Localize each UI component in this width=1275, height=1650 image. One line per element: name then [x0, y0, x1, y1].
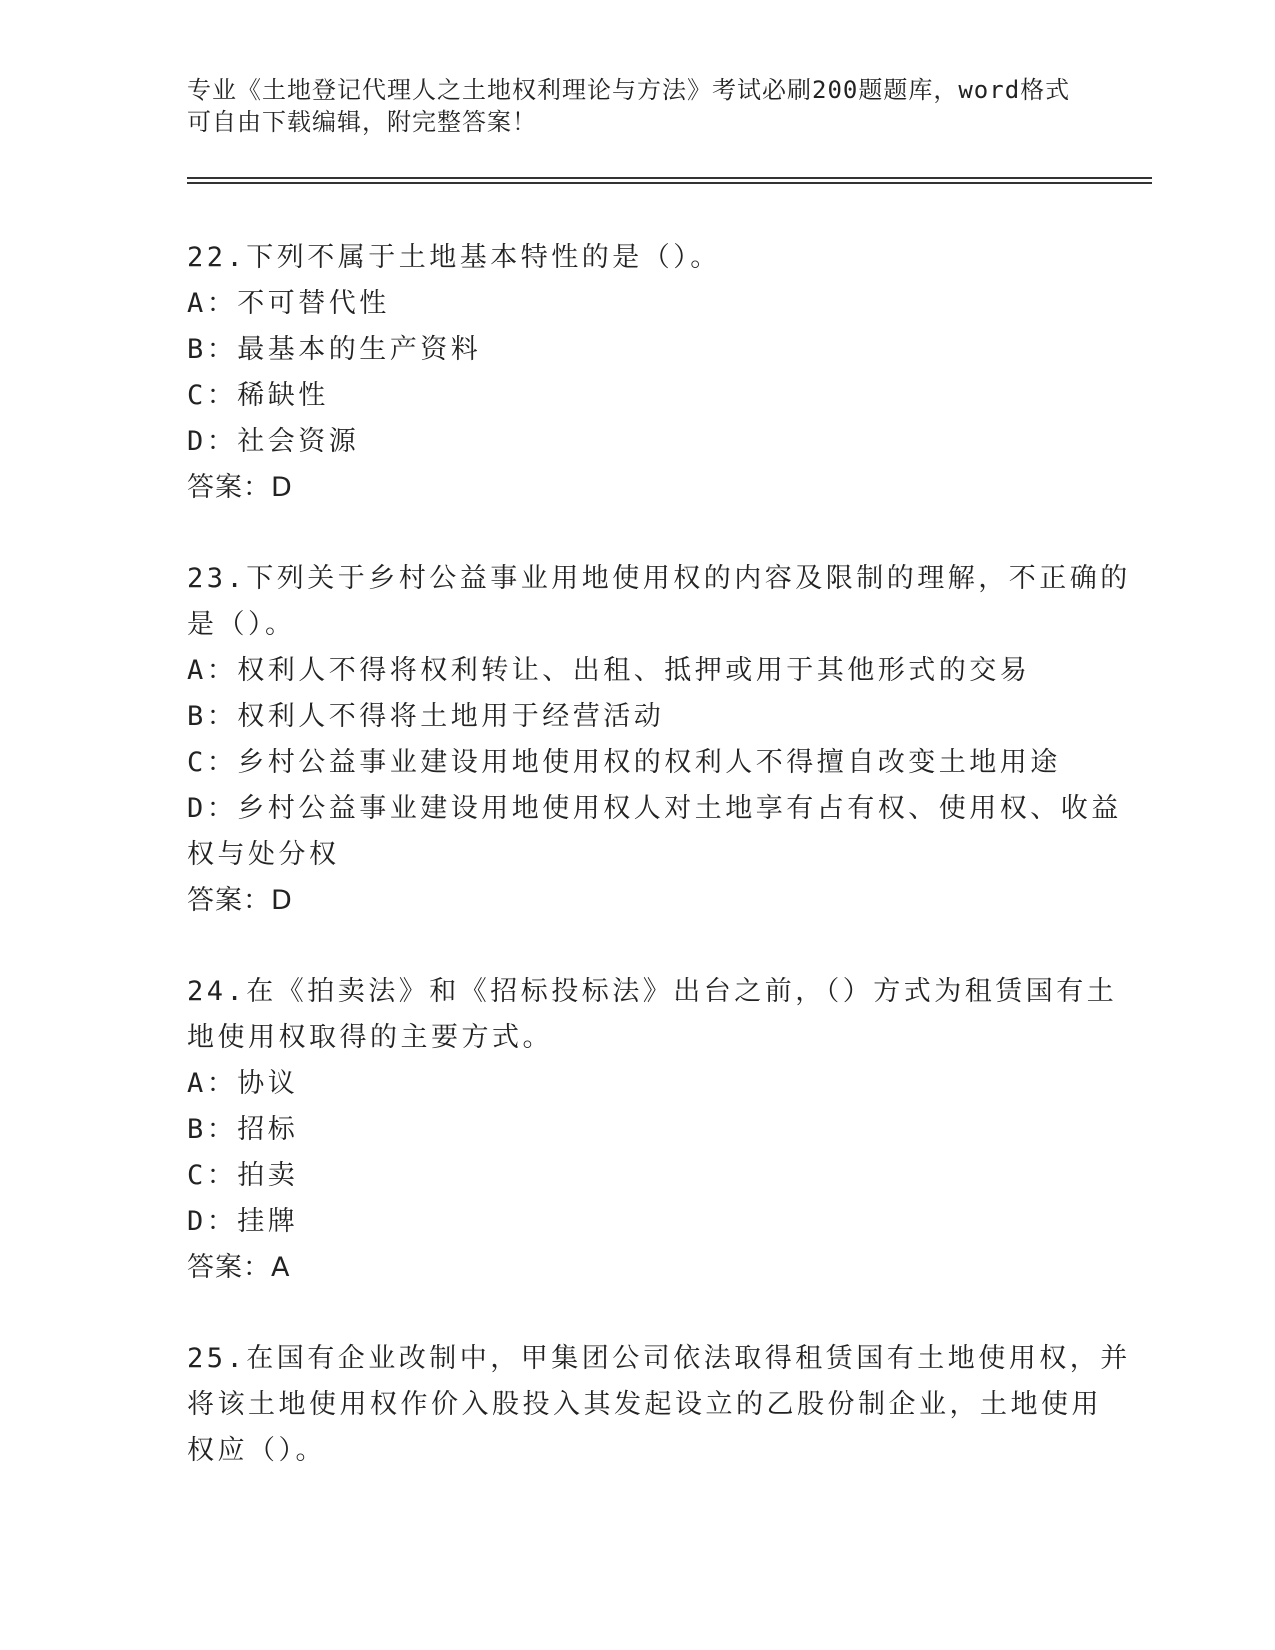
option-c: C：拍卖: [187, 1160, 299, 1191]
question-stem-continued: 是（）。: [187, 609, 296, 640]
question-stem: 22.下列不属于土地基本特性的是（）。: [187, 242, 721, 273]
option-b: B：招标: [187, 1114, 299, 1145]
question-stem: 25.在国有企业改制中，甲集团公司依法取得租赁国有土地使用权，并: [187, 1343, 1131, 1374]
option-c: C：乡村公益事业建设用地使用权的权利人不得擅自改变土地用途: [187, 747, 1061, 778]
header-divider-top: [187, 177, 1152, 179]
question-stem-continued: 权应（）。: [187, 1435, 326, 1466]
option-b: B：最基本的生产资料: [187, 334, 482, 365]
answer-label: 答案：A: [187, 1252, 291, 1283]
option-c: C：稀缺性: [187, 380, 329, 411]
option-d-continued: 权与处分权: [187, 839, 340, 870]
document-header: [187, 74, 1087, 138]
question-23: [187, 556, 1131, 924]
option-d: D：乡村公益事业建设用地使用权人对土地享有占有权、使用权、收益: [187, 793, 1122, 824]
header-divider-bottom: [187, 182, 1152, 184]
option-d: D：社会资源: [187, 426, 360, 457]
answer-label: 答案：D: [187, 885, 293, 916]
question-stem-continued: 将该土地使用权作价入股投入其发起设立的乙股份制企业，土地使用: [187, 1389, 1102, 1420]
option-d: D：挂牌: [187, 1206, 299, 1237]
header-line-2: 可自由下载编辑，附完整答案！: [187, 108, 537, 136]
answer-label: 答案：D: [187, 472, 293, 503]
question-25: [187, 1336, 1131, 1474]
question-stem: 24.在《拍卖法》和《招标投标法》出台之前，（）方式为租赁国有土: [187, 976, 1118, 1007]
option-a: A：不可替代性: [187, 288, 390, 319]
option-a: A：权利人不得将权利转让、出租、抵押或用于其他形式的交易: [187, 655, 1031, 686]
question-24: [187, 969, 1118, 1291]
option-b: B：权利人不得将土地用于经营活动: [187, 701, 665, 732]
question-22: [187, 235, 1087, 511]
option-a: A：协议: [187, 1068, 299, 1099]
question-stem: 23.下列关于乡村公益事业用地使用权的内容及限制的理解，不正确的: [187, 563, 1131, 594]
header-line-1: 专业《土地登记代理人之土地权利理论与方法》考试必刷200题题库，word格式: [187, 76, 1071, 104]
question-list: [187, 235, 1131, 1519]
question-stem-continued: 地使用权取得的主要方式。: [187, 1022, 553, 1053]
